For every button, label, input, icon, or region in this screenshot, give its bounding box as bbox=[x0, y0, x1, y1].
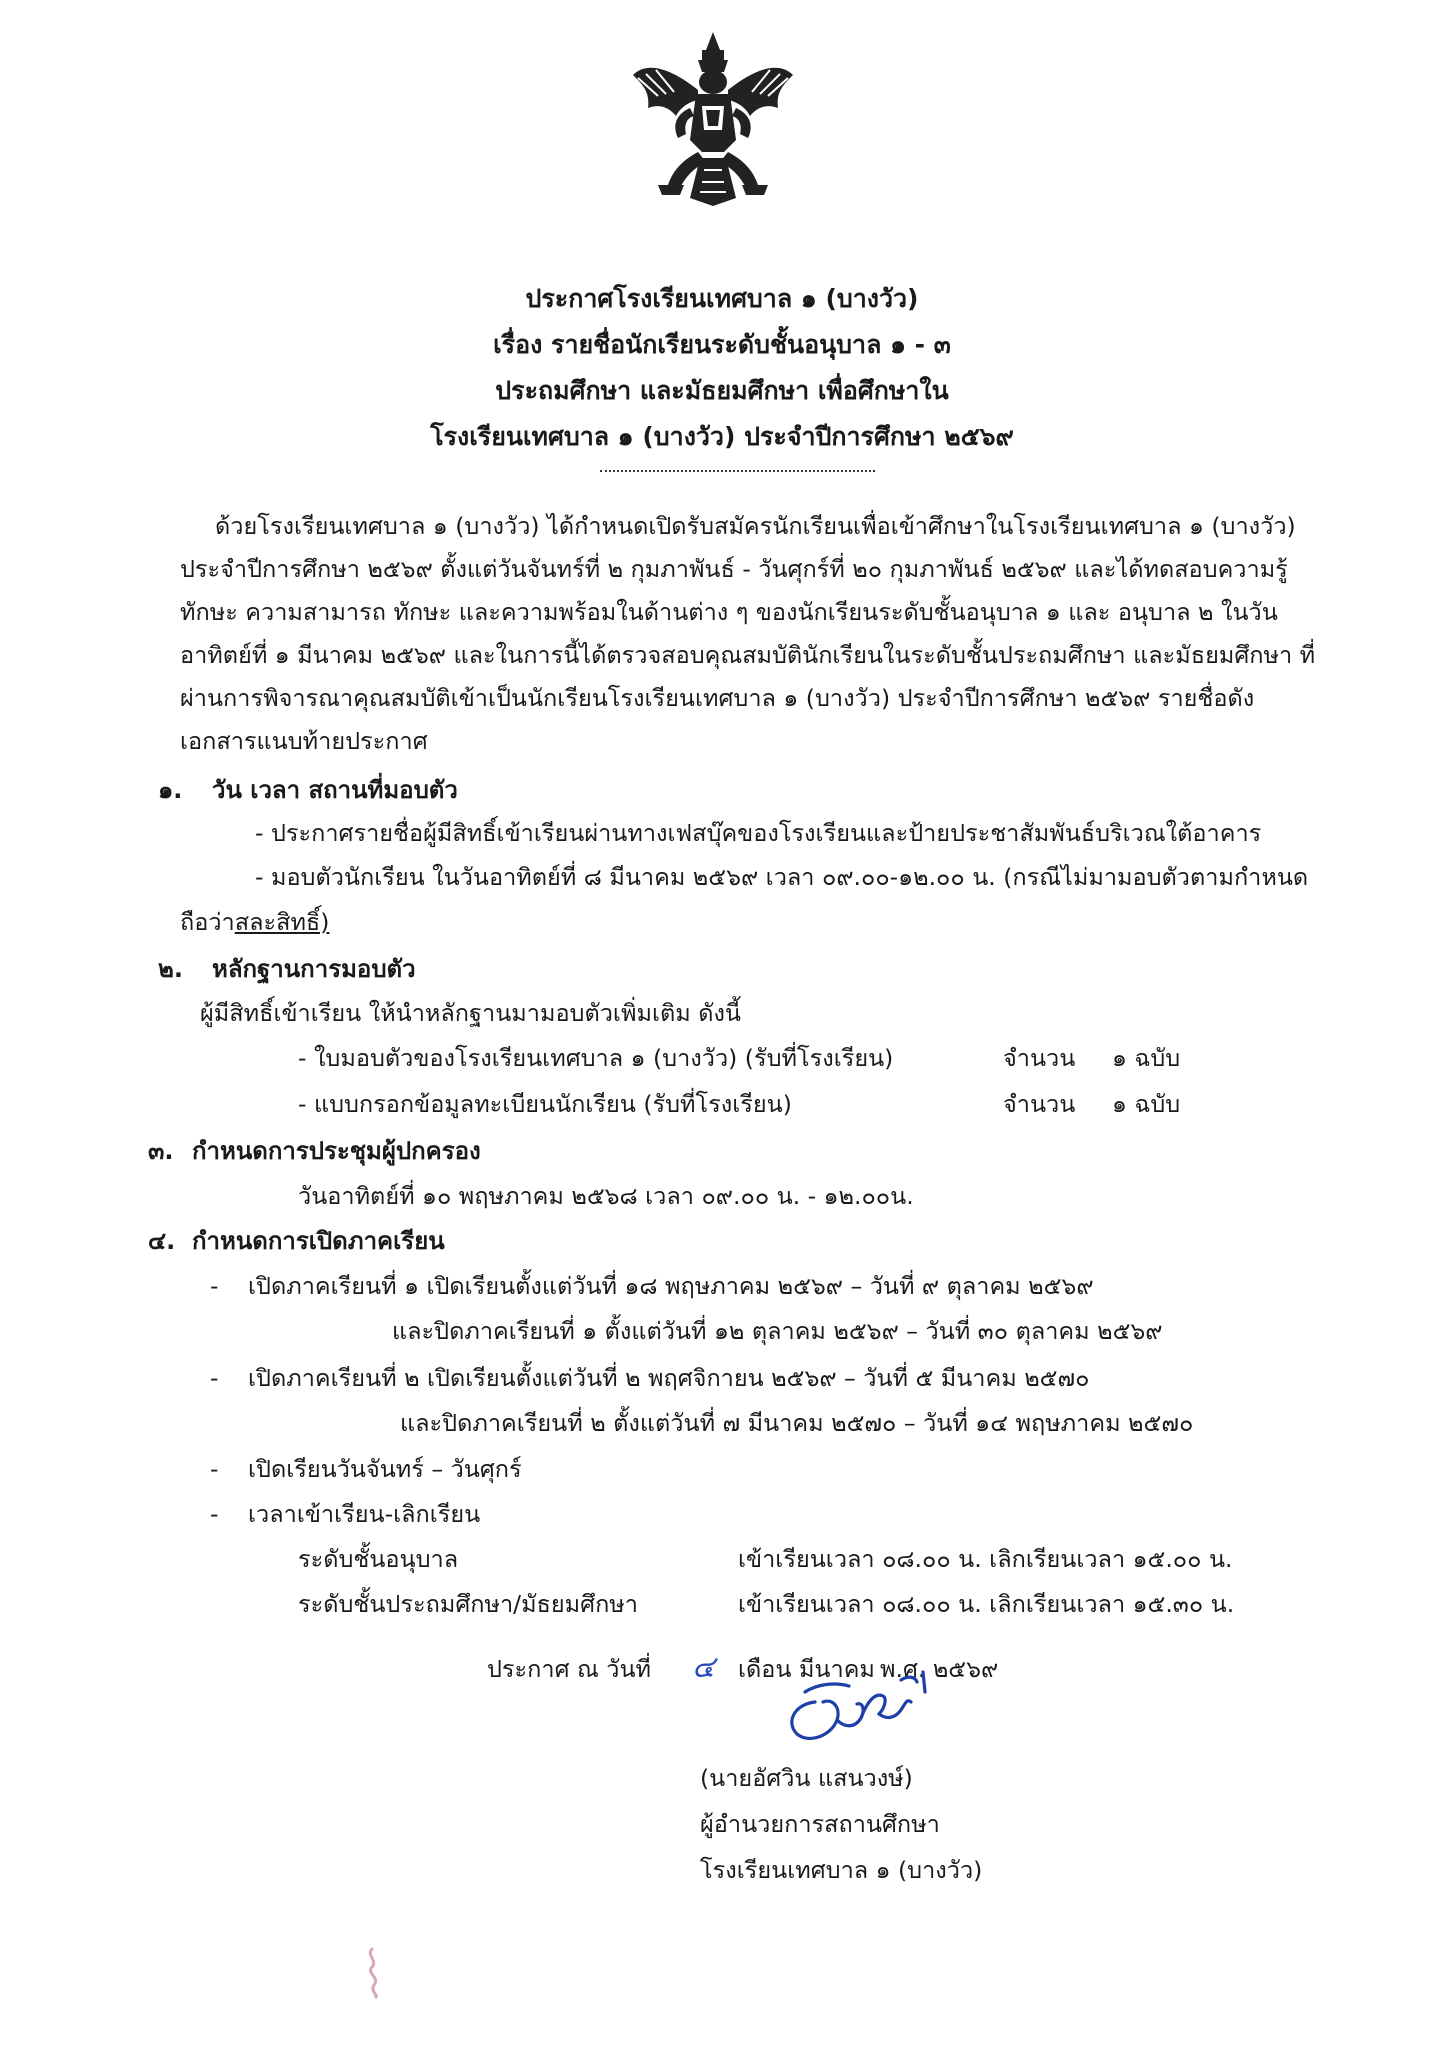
bullet-2-dash: - bbox=[210, 1364, 219, 1392]
bullet-1-dash: - bbox=[210, 1272, 219, 1300]
title-line-4: โรงเรียนเทศบาล ๑ (บางวัว) ประจำปีการศึกษา ๒๕๖๙ bbox=[430, 422, 1014, 451]
document-row-1-qty: ๑ ฉบับ bbox=[1112, 1044, 1181, 1072]
term-1-close: และปิดภาคเรียนที่ ๑ ตั้งแต่วันที่ ๑๒ ตุลาคม ๒๕๖๙ – วันที่ ๓๐ ตุลาคม ๒๕๖๙ bbox=[392, 1317, 1163, 1345]
section-3-detail: วันอาทิตย์ที่ ๑๐ พฤษภาคม ๒๕๖๘ เวลา ๐๙.๐๐ น. - ๑๒.๐๐น. bbox=[298, 1182, 914, 1210]
section-3-heading: กำหนดการประชุมผู้ปกครอง bbox=[192, 1137, 481, 1165]
document-row-2-text: - แบบกรอกข้อมูลทะเบียนนักเรียน (รับที่โรงเรียน) bbox=[298, 1090, 792, 1118]
intro-line-6: เอกสารแนบท้ายประกาศ bbox=[180, 727, 428, 755]
paper-stain-mark bbox=[360, 1945, 390, 2000]
announce-day-handwritten: ๔ bbox=[692, 1650, 715, 1685]
signer-position: ผู้อำนวยการสถานศึกษา bbox=[700, 1810, 940, 1838]
bullet-3-dash: - bbox=[210, 1455, 219, 1483]
announce-month: เดือน มีนาคม bbox=[738, 1655, 875, 1683]
title-line-2: เรื่อง รายชื่อนักเรียนระดับชั้นอนุบาล ๑ - ๓ bbox=[493, 330, 951, 359]
section-1-item-2: - มอบตัวนักเรียน ในวันอาทิตย์ที่ ๘ มีนาคม ๒๕๖๙ เวลา ๐๙.๐๐-๑๒.๐๐ น. (กรณีไม่มามอบตัวตามกำหนด bbox=[255, 863, 1309, 891]
term-1-open: เปิดภาคเรียนที่ ๑ เปิดเรียนตั้งแต่วันที่ ๑๘ พฤษภาคม ๒๕๖๙ – วันที่ ๙ ตุลาคม ๒๕๖๙ bbox=[248, 1272, 1094, 1300]
section-4-heading: กำหนดการเปิดภาคเรียน bbox=[192, 1227, 445, 1255]
bullet-4-dash: - bbox=[210, 1500, 219, 1528]
garuda-emblem-icon bbox=[628, 30, 798, 210]
forfeit-text: สละสิทธิ์) bbox=[234, 908, 330, 936]
term-2-open: เปิดภาคเรียนที่ ๒ เปิดเรียนตั้งแต่วันที่ ๒ พฤศจิกายน ๒๕๖๙ – วันที่ ๕ มีนาคม ๒๕๗๐ bbox=[248, 1364, 1090, 1392]
document-row-2-qty: ๑ ฉบับ bbox=[1112, 1090, 1181, 1118]
title-line-3: ประถมศึกษา และมัธยมศึกษา เพื่อศึกษาใน bbox=[495, 376, 949, 405]
kindergarten-level: ระดับชั้นอนุบาล bbox=[298, 1545, 459, 1573]
intro-line-1: ด้วยโรงเรียนเทศบาล ๑ (บางวัว) ได้กำหนดเปิดรับสมัครนักเรียนเพื่อเข้าศึกษาในโรงเรียนเทศบาล ๑ (บางวัว) bbox=[215, 512, 1296, 540]
school-hours-heading: เวลาเข้าเรียน-เลิกเรียน bbox=[248, 1500, 481, 1528]
section-1-number: ๑. bbox=[158, 776, 183, 804]
forfeit-prefix: ถือว่า bbox=[180, 908, 235, 936]
title-divider bbox=[600, 470, 875, 472]
intro-line-3: ทักษะ ความสามารถ ทักษะ และความพร้อมในด้านต่าง ๆ ของนักเรียนระดับชั้นอนุบาล ๑ และ อนุบาล ๒ ในวัน bbox=[180, 598, 1278, 626]
section-1-heading: วัน เวลา สถานที่มอบตัว bbox=[212, 776, 458, 804]
intro-line-5: ผ่านการพิจารณาคุณสมบัติเข้าเป็นนักเรียนโรงเรียนเทศบาล ๑ (บางวัว) ประจำปีการศึกษา ๒๕๖๙ รายชื่อดัง bbox=[180, 684, 1255, 712]
document-row-1-qty-label: จำนวน bbox=[1003, 1044, 1076, 1072]
section-4-number: ๔. bbox=[148, 1227, 176, 1255]
term-2-close: และปิดภาคเรียนที่ ๒ ตั้งแต่วันที่ ๗ มีนาคม ๒๕๗๐ – วันที่ ๑๔ พฤษภาคม ๒๕๗๐ bbox=[400, 1409, 1194, 1437]
section-3-number: ๓. bbox=[148, 1137, 174, 1165]
intro-line-2: ประจำปีการศึกษา ๒๕๖๙ ตั้งแต่วันจันทร์ที่ ๒ กุมภาพันธ์ - วันศุกร์ที่ ๒๐ กุมภาพันธ์ ๒๕๖๙ และได้ทดสอบความรู้ bbox=[180, 555, 1288, 583]
primary-secondary-level: ระดับชั้นประถมศึกษา/มัธยมศึกษา bbox=[298, 1590, 638, 1618]
section-2-lead: ผู้มีสิทธิ์เข้าเรียน ให้นำหลักฐานมามอบตัวเพิ่มเติม ดังนี้ bbox=[200, 999, 741, 1027]
primary-secondary-time: เข้าเรียนเวลา ๐๘.๐๐ น. เลิกเรียนเวลา ๑๕.๓๐ น. bbox=[738, 1590, 1235, 1618]
section-1-item-2-continued bbox=[180, 906, 329, 938]
signer-name: (นายอัศวิน แสนวงษ์) bbox=[700, 1764, 913, 1792]
announce-year: พ.ศ. ๒๕๖๙ bbox=[880, 1655, 999, 1683]
announce-prefix: ประกาศ ณ วันที่ bbox=[487, 1655, 651, 1683]
document-row-2-qty-label: จำนวน bbox=[1003, 1090, 1076, 1118]
title-line-1: ประกาศโรงเรียนเทศบาล ๑ (บางวัว) bbox=[525, 284, 919, 313]
kindergarten-time: เข้าเรียนเวลา ๐๘.๐๐ น. เลิกเรียนเวลา ๑๕.๐๐ น. bbox=[738, 1545, 1233, 1573]
section-2-heading: หลักฐานการมอบตัว bbox=[212, 955, 416, 983]
signature-icon bbox=[775, 1662, 945, 1752]
signer-organization: โรงเรียนเทศบาล ๑ (บางวัว) bbox=[700, 1856, 983, 1884]
document-row-1-text: - ใบมอบตัวของโรงเรียนเทศบาล ๑ (บางวัว) (รับที่โรงเรียน) bbox=[298, 1044, 894, 1072]
section-2-number: ๒. bbox=[158, 955, 183, 983]
school-days: เปิดเรียนวันจันทร์ – วันศุกร์ bbox=[248, 1455, 522, 1483]
section-1-item-1: - ประกาศรายชื่อผู้มีสิทธิ์เข้าเรียนผ่านทางเฟสบุ๊คของโรงเรียนและป้ายประชาสัมพันธ์บริเวณใต้อาคาร bbox=[255, 819, 1262, 847]
intro-line-4: อาทิตย์ที่ ๑ มีนาคม ๒๕๖๙ และในการนี้ได้ตรวจสอบคุณสมบัตินักเรียนในระดับชั้นประถมศึกษา และมัธยมศึกษา ที่ bbox=[180, 641, 1316, 669]
